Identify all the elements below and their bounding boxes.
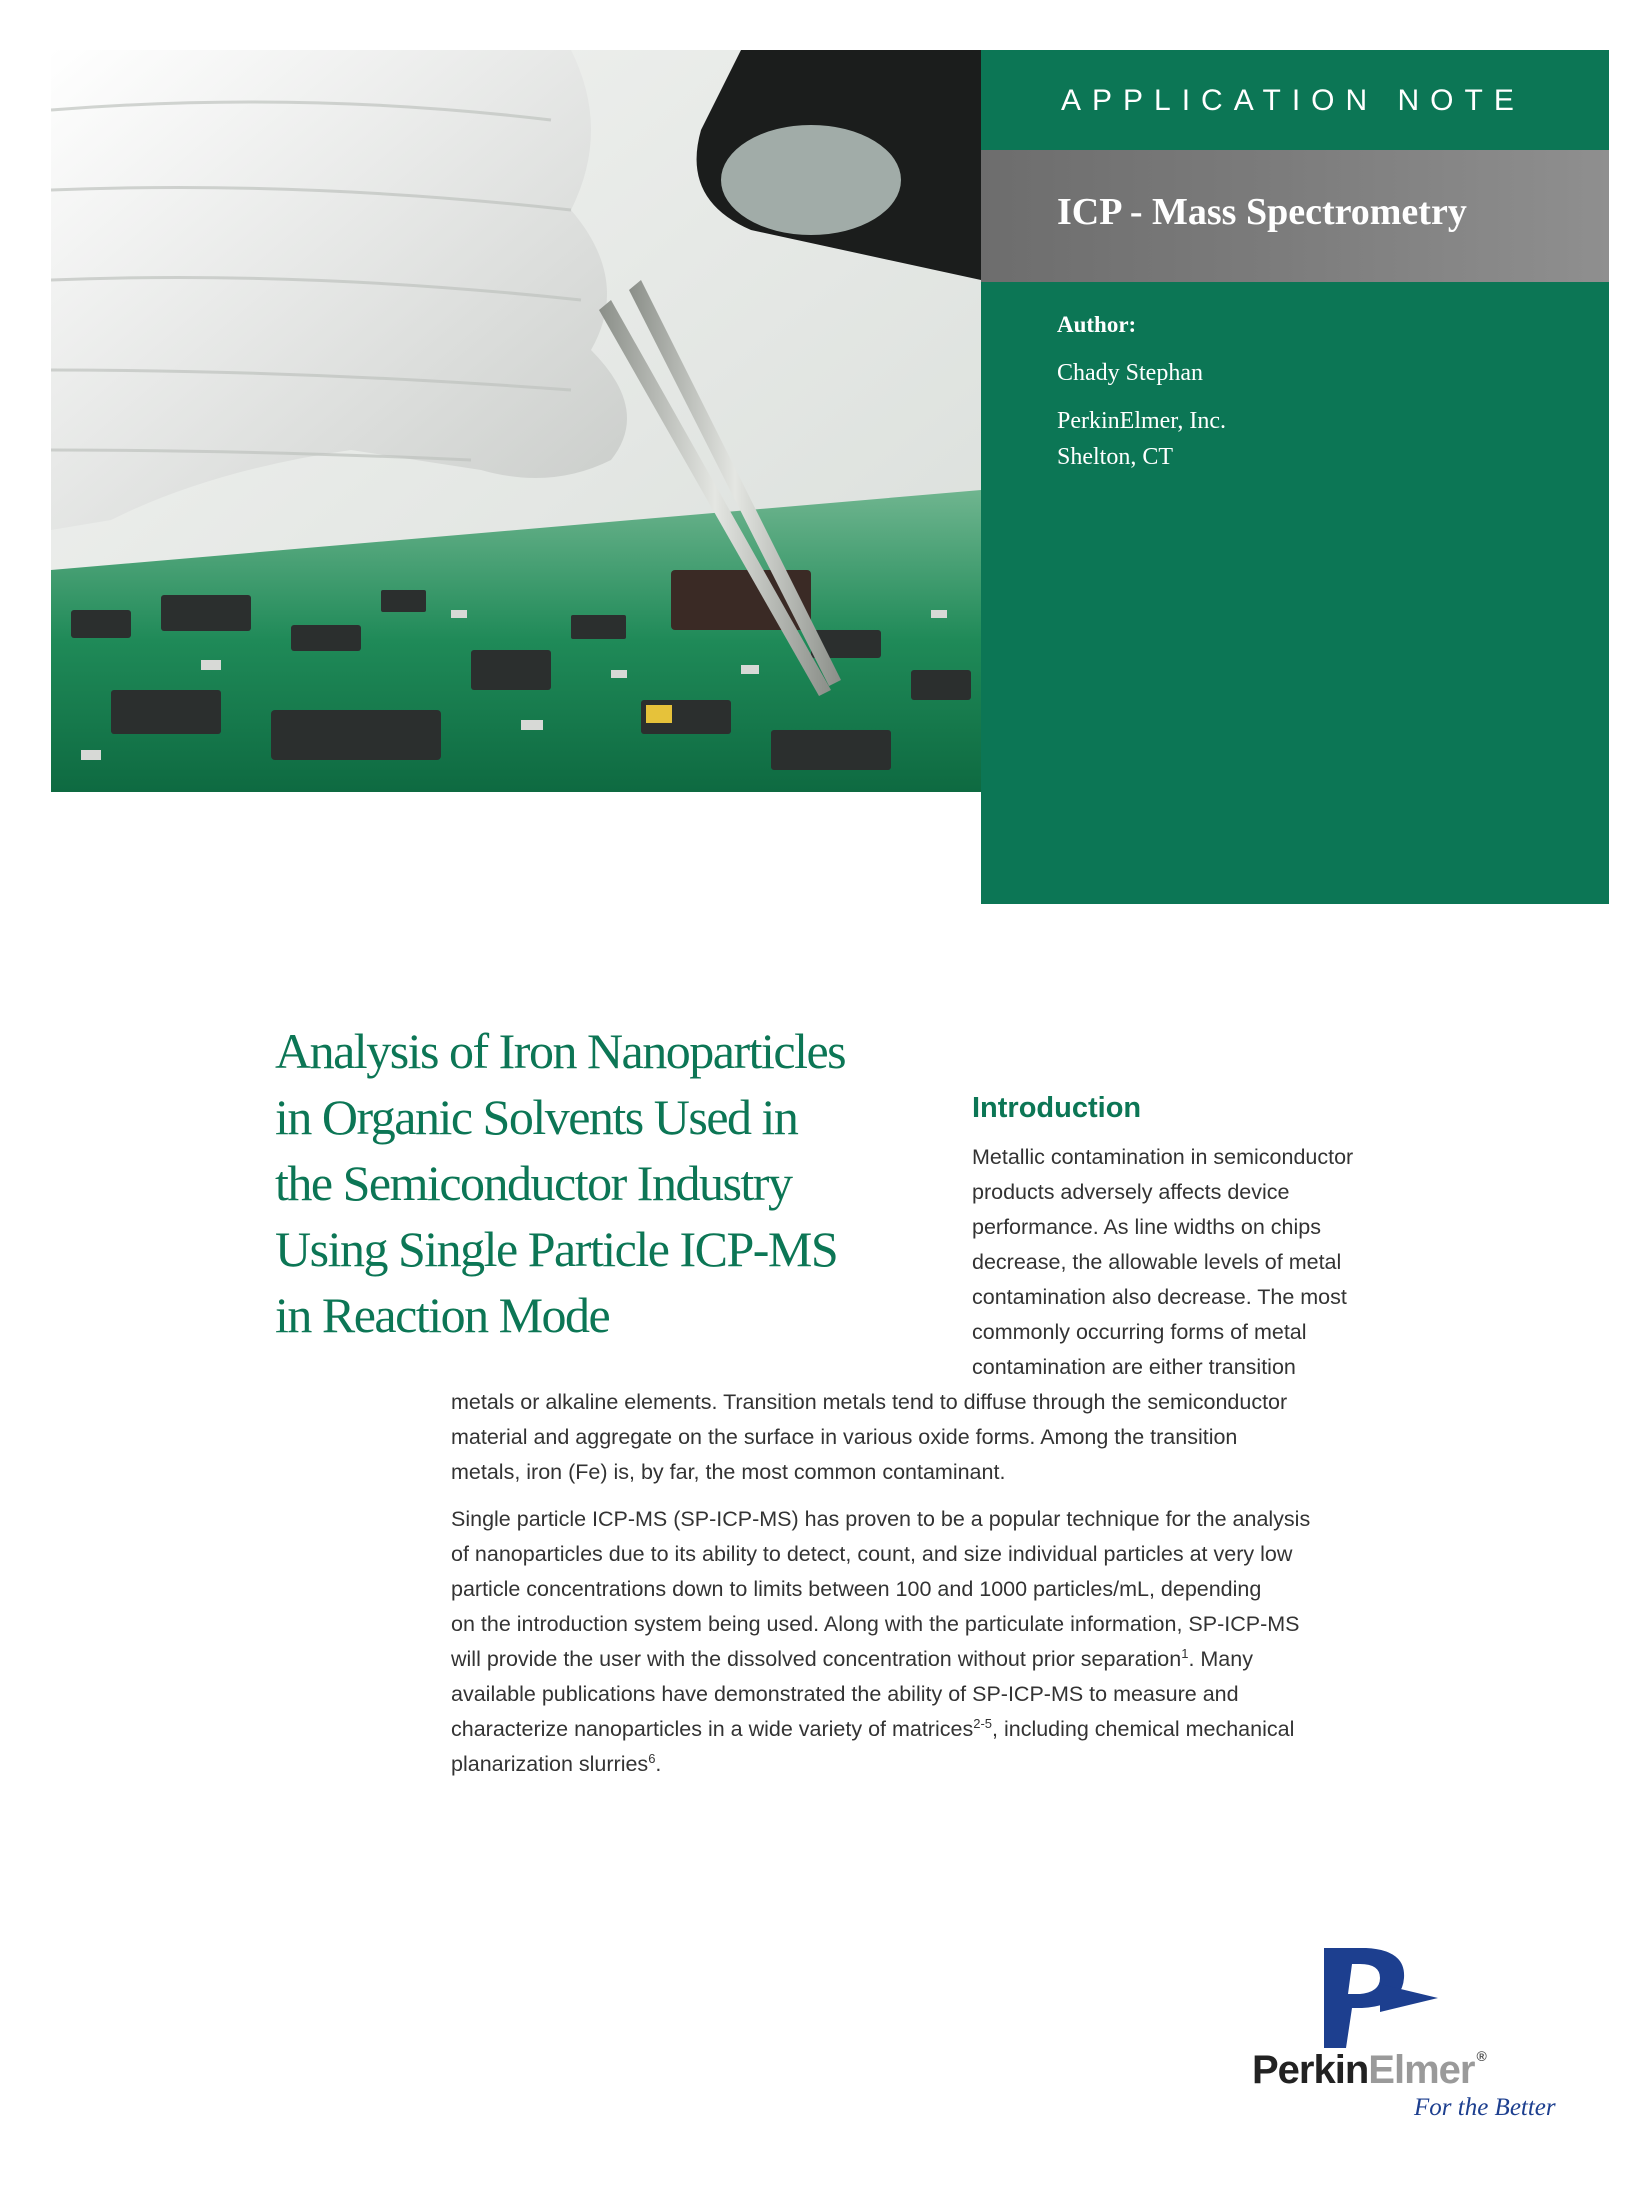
subject-bar [981,150,1609,282]
text-line: commonly occurring forms of metal [972,1320,1307,1344]
subject-label: ICP - Mass Spectrometry [1057,191,1467,233]
author-panel [981,282,1609,904]
author-name: Chady Stephan [1057,360,1203,386]
text-line: decrease, the allowable levels of metal [972,1250,1342,1274]
document-title [275,1018,965,1348]
text-line [451,1712,1401,1747]
title-line: in Reaction Mode [275,1287,610,1343]
perkinelmer-logo [1252,1948,1572,2128]
hero-photo [51,50,981,792]
citation-ref: 1 [1181,1645,1189,1661]
title-line: Analysis of Iron Nanoparticles [275,1023,846,1079]
title-line: the Semiconductor Industry [275,1155,792,1211]
header-banner [981,50,1609,150]
text-span: , including chemical mechanical [992,1717,1295,1741]
text-line: of nanoparticles due to its ability to detect, count, and size individual particles at very low [451,1542,1293,1566]
text-span: characterize nanoparticles in a wide variety of matrices [451,1717,974,1741]
title-line: Using Single Particle ICP-MS [275,1221,838,1277]
logo-word-perkin: Perkin [1252,2048,1369,2092]
intro-column [972,1140,1392,1385]
text-line: on the introduction system being used. Along with the particulate information, SP-ICP-MS [451,1612,1300,1636]
logo-wordmark [1252,2048,1486,2093]
intro-paragraph-1 [451,1385,1401,1490]
intro-paragraph-2 [451,1502,1401,1782]
author-heading: Author: [1057,312,1137,337]
text-line: available publications have demonstrated the ability of SP-ICP-MS to measure and [451,1682,1239,1706]
text-line: metals, iron (Fe) is, by far, the most common contaminant. [451,1460,1006,1484]
text-line: performance. As line widths on chips [972,1215,1321,1239]
text-line: metals or alkaline elements. Transition metals tend to diffuse through the semiconductor [451,1390,1288,1414]
author-location: Shelton, CT [1057,444,1174,470]
intro-heading: Introduction [972,1092,1142,1124]
registered-mark: ® [1476,2048,1486,2064]
text-line: material and aggregate on the surface in various oxide forms. Among the transition [451,1425,1238,1449]
text-line: contamination are either transition [972,1355,1296,1379]
text-line: products adversely affects device [972,1180,1290,1204]
text-line [451,1642,1401,1677]
text-span: . [655,1752,662,1776]
text-span: . Many [1188,1647,1253,1671]
document-type-label: APPLICATION NOTE [1061,84,1525,117]
text-line: Single particle ICP-MS (SP-ICP-MS) has proven to be a popular technique for the analysis [451,1507,1311,1531]
text-line: Metallic contamination in semiconductor [972,1145,1354,1169]
text-line: contamination also decrease. The most [972,1285,1347,1309]
citation-ref: 6 [648,1750,656,1766]
text-span: planarization slurries [451,1752,649,1776]
text-span: will provide the user with the dissolved concentration without prior separation [451,1647,1182,1671]
citation-ref: 2-5 [973,1715,993,1731]
logo-mark-icon [1318,1948,1438,2048]
title-line: in Organic Solvents Used in [275,1089,798,1145]
logo-word-elmer: Elmer [1368,2048,1475,2092]
text-line [451,1747,1401,1782]
author-company: PerkinElmer, Inc. [1057,408,1226,434]
logo-tagline: For the Better [1414,2094,1556,2121]
text-line: particle concentrations down to limits between 100 and 1000 particles/mL, depending [451,1577,1262,1601]
